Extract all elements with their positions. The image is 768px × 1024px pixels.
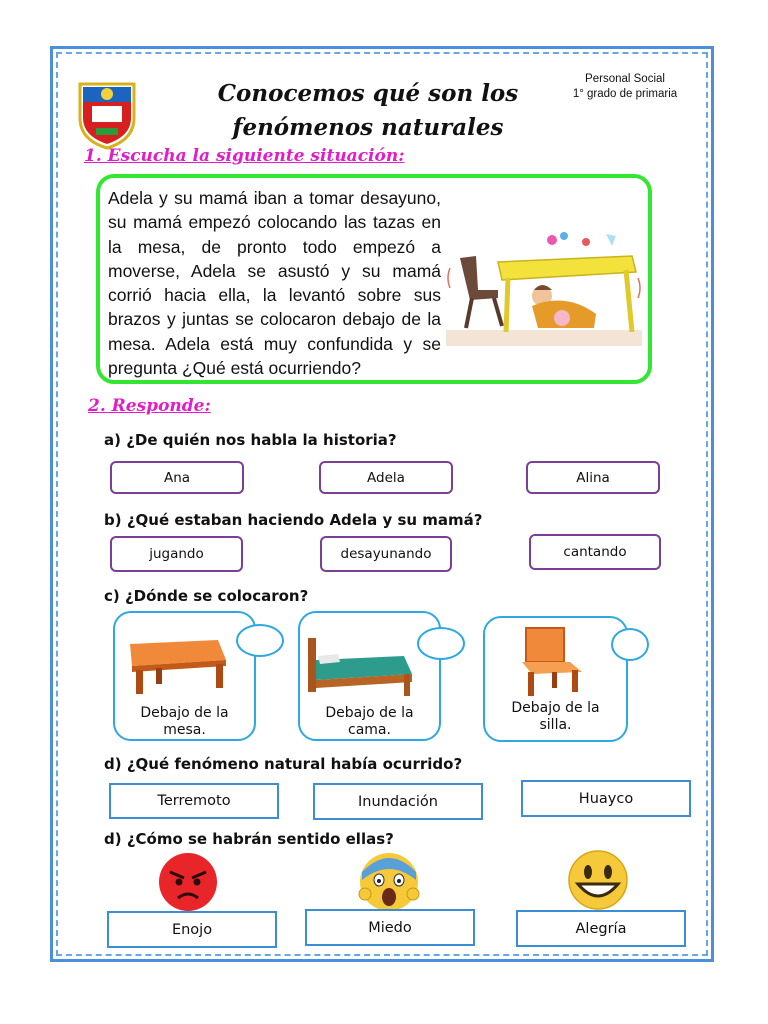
place-label-table-line1: Debajo de la xyxy=(140,705,229,721)
question-feelings: d) ¿Cómo se habrán sentido ellas? xyxy=(104,830,394,848)
option-terremoto[interactable]: Terremoto xyxy=(109,783,279,819)
question-d: d) ¿Qué fenómeno natural había ocurrido? xyxy=(104,755,463,773)
answer-bubble-table[interactable] xyxy=(236,624,284,657)
scared-face-icon xyxy=(356,850,422,912)
option-inundacion[interactable]: Inundación xyxy=(313,783,483,820)
table-image xyxy=(122,626,230,696)
answer-bubble-chair[interactable] xyxy=(611,628,649,661)
subject-label: Personal Social xyxy=(585,73,665,85)
option-jugando[interactable]: jugando xyxy=(110,536,243,572)
earthquake-illustration xyxy=(446,228,642,350)
option-desayunando[interactable]: desayunando xyxy=(320,536,452,572)
grade-label: 1° grado de primaria xyxy=(572,88,678,100)
place-label-chair-line1: Debajo de la xyxy=(511,700,600,716)
happy-face-icon xyxy=(566,850,630,910)
page-title-line1: Conocemos qué son los xyxy=(217,80,519,107)
school-crest-logo xyxy=(76,80,138,150)
question-b: b) ¿Qué estaban haciendo Adela y su mamá? xyxy=(104,511,483,529)
chair-image xyxy=(512,626,592,698)
option-huayco[interactable]: Huayco xyxy=(521,780,691,817)
option-miedo[interactable]: Miedo xyxy=(305,909,475,946)
page-title-line2: fenómenos naturales xyxy=(232,114,504,141)
option-cantando[interactable]: cantando xyxy=(529,534,661,570)
section2-heading: 2. Responde: xyxy=(88,396,211,416)
place-label-table-line2: mesa. xyxy=(163,722,206,738)
answer-bubble-bed[interactable] xyxy=(417,627,465,660)
option-enojo[interactable]: Enojo xyxy=(107,911,277,948)
question-c: c) ¿Dónde se colocaron? xyxy=(104,587,309,605)
place-label-bed-line2: cama. xyxy=(348,722,391,738)
story-text: Adela y su mamá iban a tomar desayuno, su mamá empezó colocando las tazas en la mesa, de pronto todo empezó a moverse, Adela se asustó y su mamá corrió hacia ella, la levantó sobre sus brazos y juntas se colocaron debajo de la mesa. Adela está muy confundida y se pregunta ¿Qué está ocurriendo? xyxy=(108,188,441,379)
bed-image xyxy=(304,632,416,700)
angry-face-icon xyxy=(156,852,220,912)
place-label-bed-line1: Debajo de la xyxy=(325,705,414,721)
place-label-chair-line2: silla. xyxy=(539,717,572,733)
option-adela[interactable]: Adela xyxy=(319,461,453,494)
option-ana[interactable]: Ana xyxy=(110,461,244,494)
section1-heading: 1. Escucha la siguiente situación: xyxy=(84,146,405,166)
option-alina[interactable]: Alina xyxy=(526,461,660,494)
question-a: a) ¿De quién nos habla la historia? xyxy=(104,431,397,449)
option-alegria[interactable]: Alegría xyxy=(516,910,686,947)
